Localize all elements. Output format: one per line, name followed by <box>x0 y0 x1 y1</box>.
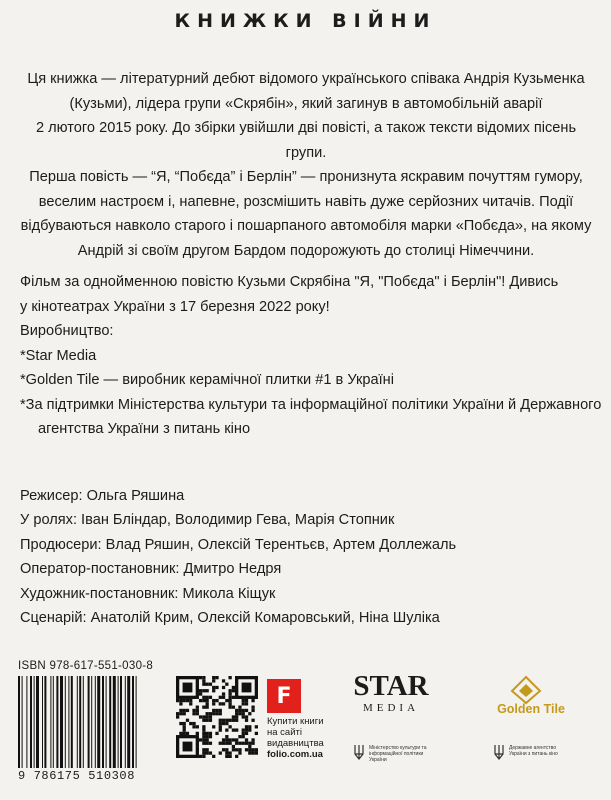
film-info <box>20 270 602 442</box>
qr-code-icon[interactable] <box>176 676 258 758</box>
barcode-icon <box>18 676 163 768</box>
folio-promo <box>267 716 324 760</box>
golden-tile-emblem-icon <box>508 675 544 705</box>
star-media-subtitle: MEDIA <box>362 702 420 714</box>
credit-line: У ролях: Іван Бліндар, Володимир Гева, Марія Стопник <box>20 512 395 529</box>
folio-line: видавництва <box>267 738 324 749</box>
credit-line: Сценарій: Анатолій Крим, Олексій Комаровський, Ніна Шуліка <box>20 610 440 627</box>
star-media-logo: STAR <box>353 670 429 702</box>
credit-line: Оператор-постановник: Дмитро Недря <box>20 561 282 578</box>
film-announcement: Фільм за однойменною повістю Кузьми Скрябіна "Я, "Побєда" і Берлін"! Дивись <box>20 274 559 290</box>
folio-logo: F <box>267 679 301 713</box>
description-line: веселим настроєм і, напевне, розсмішить навіть дуже серйозних читачів. Події <box>38 193 574 210</box>
film-agency-logo-text: Державне агентство України з питань кіно <box>509 745 558 757</box>
book-description <box>20 67 592 263</box>
description-line: 2 лютого 2015 року. До збірки увійшли дві повісті, а також тексти відомих пісень групи. <box>35 120 577 161</box>
barcode-number: 9 786175 510308 <box>18 769 136 783</box>
description-line: Андрій зі своїм другом Бардом подорожують до столиці Німеччини. <box>77 242 535 259</box>
series-title: КНИЖКИ ВІЙНИ <box>174 10 437 32</box>
isbn-label: ISBN 978-617-551-030-8 <box>18 660 154 672</box>
trident-icon <box>494 744 504 760</box>
description-line: (Кузьми), лідера групи «Скрябін», який загинув в автомобільній аварії <box>69 95 543 112</box>
description-line: Ця книжка — літературний дебют відомого українського співака Андрія Кузьменка <box>27 71 585 87</box>
producer-item: *Star Media <box>20 347 97 364</box>
folio-line: на сайті <box>267 727 302 738</box>
producer-item: агентства України з питань кіно <box>38 421 251 437</box>
description-line: Перша повість — “Я, “Побєда” і Берлін” — пронизнута яскравим почуттям гумору, <box>29 169 583 185</box>
credit-line: Продюсери: Влад Ряшин, Олексій Терентьєв, Артем Доллежаль <box>20 536 457 553</box>
ministry-logo-text: Міністерство культури та інформаційної політики України <box>369 745 427 763</box>
folio-line: Купити книги <box>267 716 324 727</box>
producer-item: *За підтримки Міністерства культури та інформаційної політики України й Державного <box>20 396 602 413</box>
golden-tile-logo: Golden Tile <box>497 702 565 716</box>
film-credits <box>20 484 592 630</box>
production-label: Виробництво: <box>20 323 114 339</box>
folio-site-link[interactable]: folio.com.ua <box>267 749 323 760</box>
description-line: відбуваються навколо старого і пошарпаного автомобіля марки «Побєда», на якому <box>20 218 592 234</box>
trident-icon <box>354 744 364 760</box>
film-announcement: у кінотеатрах України з 17 березня 2022 року! <box>20 298 330 315</box>
producer-item: *Golden Tile — виробник керамічної плитки #1 в Україні <box>20 372 394 388</box>
credit-line: Режисер: Ольга Ряшина <box>20 488 185 504</box>
credit-line: Художник-постановник: Микола Кіщук <box>20 585 276 602</box>
